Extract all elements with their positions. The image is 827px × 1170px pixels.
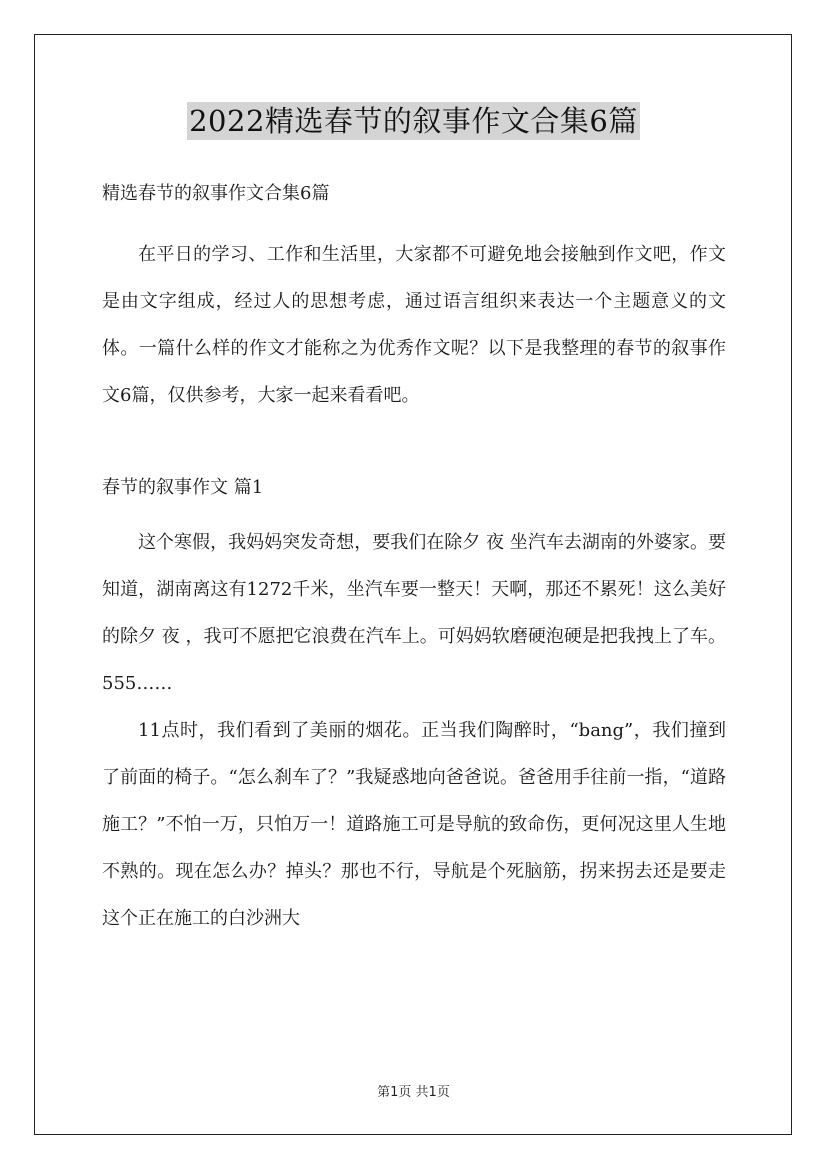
title-container [0, 102, 827, 140]
intro-paragraph: 在平日的学习、工作和生活里，大家都不可避免地会接触到作文吧，作文是由文字组成，经过人的思想考虑，通过语言组织来表达一个主题意义的文体。一篇什么样的作文才能称之为优秀作文呢？以下是我整理的春节的叙事作文6篇，仅供参考，大家一起来看看吧。 [102, 244, 726, 406]
document-title[interactable]: 2022精选春节的叙事作文合集6篇 [189, 104, 638, 138]
document-subtitle: 精选春节的叙事作文合集6篇 [102, 183, 330, 204]
page-footer: 第1页 共1页 [377, 1085, 450, 1100]
body-paragraph: 11点时，我们看到了美丽的烟花。正当我们陶醉时，“bang”，我们撞到了前面的椅子。“怎么刹车了？”我疑惑地向爸爸说。爸爸用手往前一指，“道路施工？”不怕一万，只怕万一！道路施工可是导航的致命伤，更何况这里人生地不熟的。现在怎么办？掉头？那也不行，导航是个死脑筋，拐来拐去还是要走这个正在施工的白沙洲大 [102, 720, 726, 929]
section-heading: 春节的叙事作文 篇1 [102, 477, 264, 498]
body-paragraph: 这个寒假，我妈妈突发奇想，要我们在除夕 夜 坐汽车去湖南的外婆家。要知道，湖南离这有1272千米，坐汽车要一整天！天啊，那还不累死！这么美好的除夕 夜 ，我可不愿把它浪费在汽车上。可妈妈软磨硬泡硬是把我拽上了车。555…… [102, 532, 726, 694]
document-body [102, 175, 726, 942]
